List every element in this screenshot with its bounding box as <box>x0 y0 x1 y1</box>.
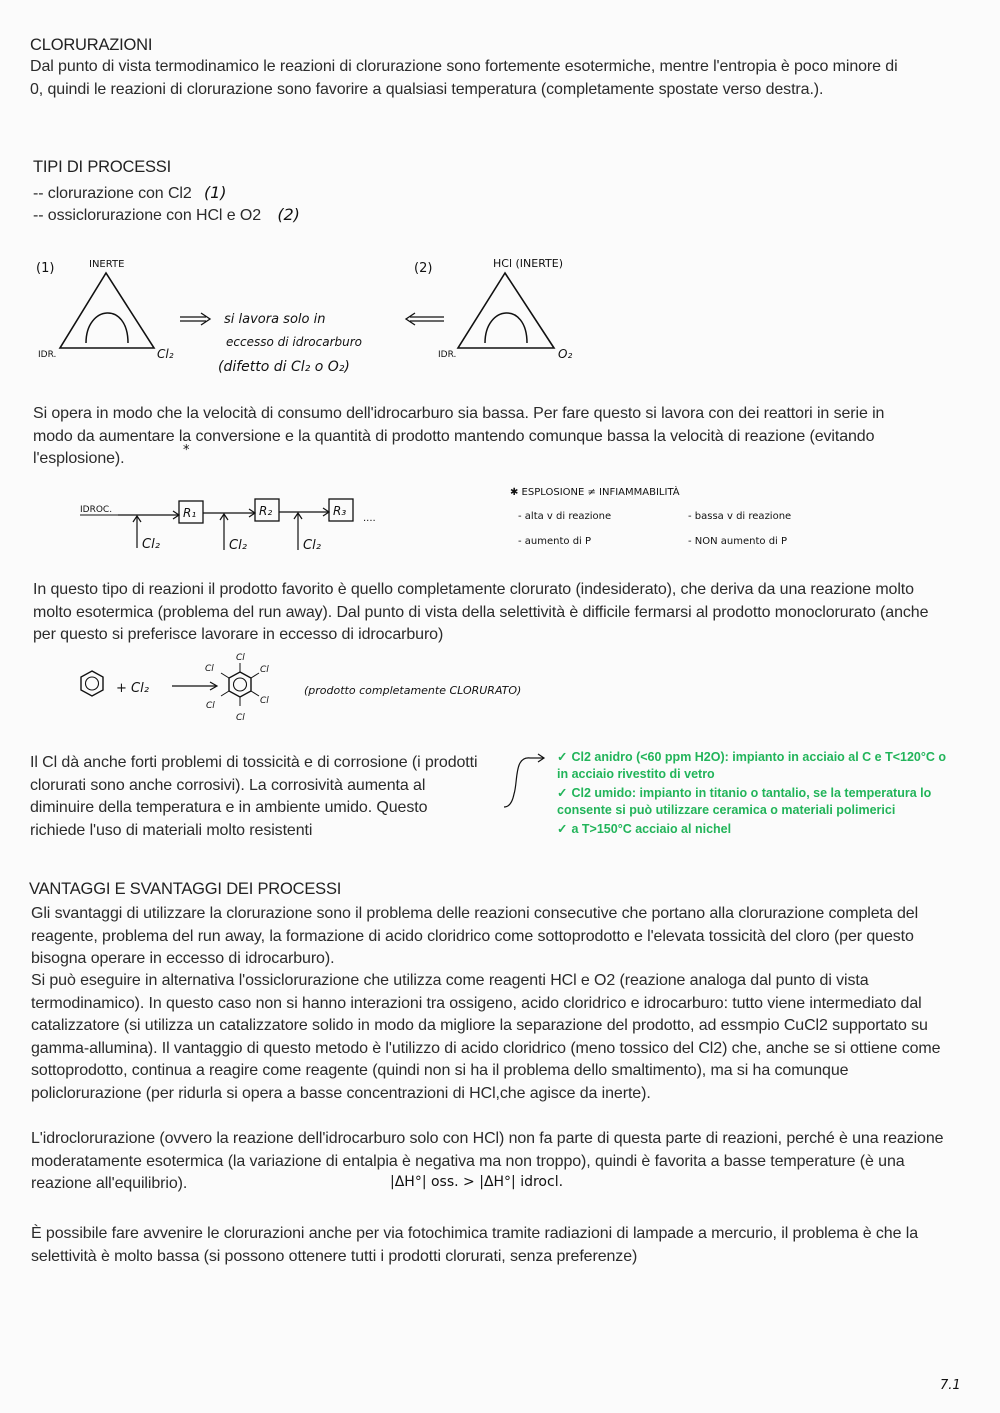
page-number: 7.1 <box>940 1378 961 1393</box>
reaction-arrow-icon <box>172 682 217 690</box>
material-dry-chlorine-text: Cl2 anidro (<60 ppm H2O): impianto in acciaio al C e T<120°C o in acciaio rivestito di vetro <box>557 750 947 781</box>
cl-bottom-left: Cl <box>206 701 215 711</box>
reactor-r1-label: R₁ <box>183 506 197 520</box>
cl2-feed-2: Cl₂ <box>229 538 247 553</box>
material-dry-chlorine <box>557 749 957 782</box>
section-title-clorurazioni: CLORURAZIONI <box>30 36 153 54</box>
triangle1-right: Cl₂ <box>157 347 174 361</box>
process-item-2-note: (2) <box>277 205 300 224</box>
cl-top: Cl <box>236 653 245 663</box>
cl-bottom-right: Cl <box>260 696 269 706</box>
triangle2-shape <box>458 273 554 348</box>
paragraph-oxychlorination: Si può eseguire in alternativa l'ossiclorurazione che utilizza come reagenti HCl e O2 (reazione analoga dal punto di vista termodinamico). In questo caso non si hanno interazioni tra ossigeno, acido cloridrico e idrocarburo: tutto viene intermediato dal catalizzatore (si utilizza un catalizzatore solido in modo da migliore la separazione del prodotto, ad essmpio CuCl2 supportato su gamma-allumina). Il vantaggio di questo metodo è l'utilizzo di acido cloridrico (meno tossico del Cl2) che, anche se si ottiene come sottoprodotto, continua a reagire come reagente (quindi non si ha il problema dello smaltimento), ma si ha comunque policlorurazione (per ridurla si opera a basse concentrazioni di HCl,che agisce da inerte). <box>31 972 941 1102</box>
hexachlorobenzene-icon <box>221 663 259 706</box>
triangle1-curve <box>86 313 128 343</box>
explosion-note-left2: - aumento di P <box>518 536 592 547</box>
section-title-processi: TIPI DI PROCESSI <box>33 158 171 176</box>
explosion-asterisk: * <box>183 443 190 458</box>
process-item-1-text: -- clorurazione con Cl2 <box>33 185 192 202</box>
bracket-arrow-icon <box>500 752 550 812</box>
paragraph-toxicity: Il Cl dà anche forti problemi di tossicità e di corrosione (i prodotti clorurati sono anche corrosivi). La corrosività aumenta al diminuire della temperatura e in ambiente umido. Questo richiede l'uso di materiali molto resistenti <box>30 754 478 839</box>
process-item-1-note: (1) <box>204 183 227 202</box>
explosion-note-left1: - alta v di reazione <box>518 511 612 522</box>
paragraph-selectivity: In questo tipo di reazioni il prodotto favorito è quello completamente clorurato (indesiderato), che deriva da una reazione molto molto esotermica (problema del run away). Dal punto di vista della selettività è difficile fermarsi al prodotto monoclorurato (anche per questo si preferisce lavorare in eccesso di idrocarburo) <box>33 581 929 643</box>
reactor-r3-label: R₃ <box>333 504 347 518</box>
material-high-temp <box>557 821 957 838</box>
paragraph-photochemical: È possibile fare avvenire le clorurazioni anche per via fotochimica tramite radiazioni di lampade a mercurio, il problema è che la selettività è molto bassa (si possono ottenere tutti i prodotti clorurati, senza preferenze) <box>31 1225 918 1265</box>
reactor-r2-label: R₂ <box>259 504 273 518</box>
explosion-note-title: ✱ ESPLOSIONE ≠ INFIAMMABILITÀ <box>510 487 680 498</box>
triangle1-label: (1) <box>36 261 55 276</box>
triangle2-label: (2) <box>414 261 433 276</box>
section-title-vantaggi: VANTAGGI E SVANTAGGI DEI PROCESSI <box>29 880 342 898</box>
continuation-dots: .... <box>363 513 376 524</box>
paragraph-hydrochlorination: L'idroclorurazione (ovvero la reazione dell'idrocarburo solo con HCl) non fa parte di questa parte di reazioni, perché è una reazione moderatamente esotermica (la variazione di entalpia è negativa ma non troppo), quindi è favorita a basse temperature (è una reazione all'equilibrio). <box>31 1130 944 1192</box>
triangle1-apex: INERTE <box>89 259 125 270</box>
paragraph-disadvantages: Gli svantaggi di utilizzare la clorurazione sono il problema delle reazioni consecutive che portano alla clorurazione completa del reagente, problema del run away, la formazione di acido cloridrico come sottoprodotto e l'elevata tossicità del cloro (per questo bisogna operare in eccesso di idrocarburo). <box>31 905 919 967</box>
enthalpy-comparison: |ΔH°| oss. > |ΔH°| idrocl. <box>390 1174 564 1190</box>
triangle1-left: IDR. <box>38 350 57 360</box>
triangle2-left: IDR. <box>438 350 457 360</box>
check-icon: ✓ <box>557 786 568 800</box>
triangle-note-line2: eccesso di idrocarburo <box>226 335 362 349</box>
check-icon: ✓ <box>557 822 568 836</box>
triangle2-right: O₂ <box>558 347 573 361</box>
material-wet-chlorine <box>557 785 957 818</box>
flammability-triangles-diagram <box>0 245 600 385</box>
cl2-feed-3: Cl₂ <box>303 538 321 553</box>
triangle2-curve <box>485 313 527 343</box>
cl2-feed-1: Cl₂ <box>142 537 160 552</box>
cl-top-left: Cl <box>205 664 214 674</box>
cl-bottom: Cl <box>236 713 245 723</box>
reagent-cl2: + Cl₂ <box>116 681 149 696</box>
benzene-chlorination-scheme <box>70 648 550 726</box>
feed-label: IDROC. <box>80 505 113 515</box>
triangle2-apex: HCl (INERTE) <box>493 257 564 270</box>
arrow-right-icon <box>180 313 210 325</box>
paragraph-reactors-series: Si opera in modo che la velocità di consumo dell'idrocarburo sia bassa. Per fare questo si lavora con dei reattori in serie in modo da aumentare la conversione e la quantità di prodotto mantendo comunque bassa la velocità di reazione (evitando l'esplosione). <box>33 405 885 467</box>
process-item-2 <box>33 204 300 228</box>
reaction-note: (prodotto completamente CLORURATO) <box>304 684 522 697</box>
explosion-note-right2: - NON aumento di P <box>688 536 788 547</box>
check-icon: ✓ <box>557 750 568 764</box>
triangle-note-line3: (difetto di Cl₂ o O₂) <box>218 359 350 375</box>
paragraph-clorurazioni: Dal punto di vista termodinamico le reazioni di clorurazione sono fortemente esotermiche, mentre l'entropia è poco minore di 0, quindi le reazioni di clorurazione sono favorire a qualsiasi temperatura (completamente spostate verso destra.). <box>30 58 898 98</box>
triangle1-shape <box>60 273 154 348</box>
cl-top-right: Cl <box>260 665 269 675</box>
reactors-series-diagram <box>70 490 410 560</box>
benzene-icon <box>81 671 103 696</box>
material-high-temp-text: a T>150°C acciaio al nichel <box>571 822 732 836</box>
explosion-note-right1: - bassa v di reazione <box>688 511 792 522</box>
arrow-left-icon <box>406 313 444 325</box>
process-item-1 <box>33 182 226 206</box>
process-item-2-text: -- ossiclorurazione con HCl e O2 <box>33 207 261 224</box>
material-wet-chlorine-text: Cl2 umido: impianto in titanio o tantalio, se la temperatura lo consente si può utilizzare ceramica o materiali polimerici <box>557 786 932 817</box>
triangle-note-line1: si lavora solo in <box>224 312 326 327</box>
